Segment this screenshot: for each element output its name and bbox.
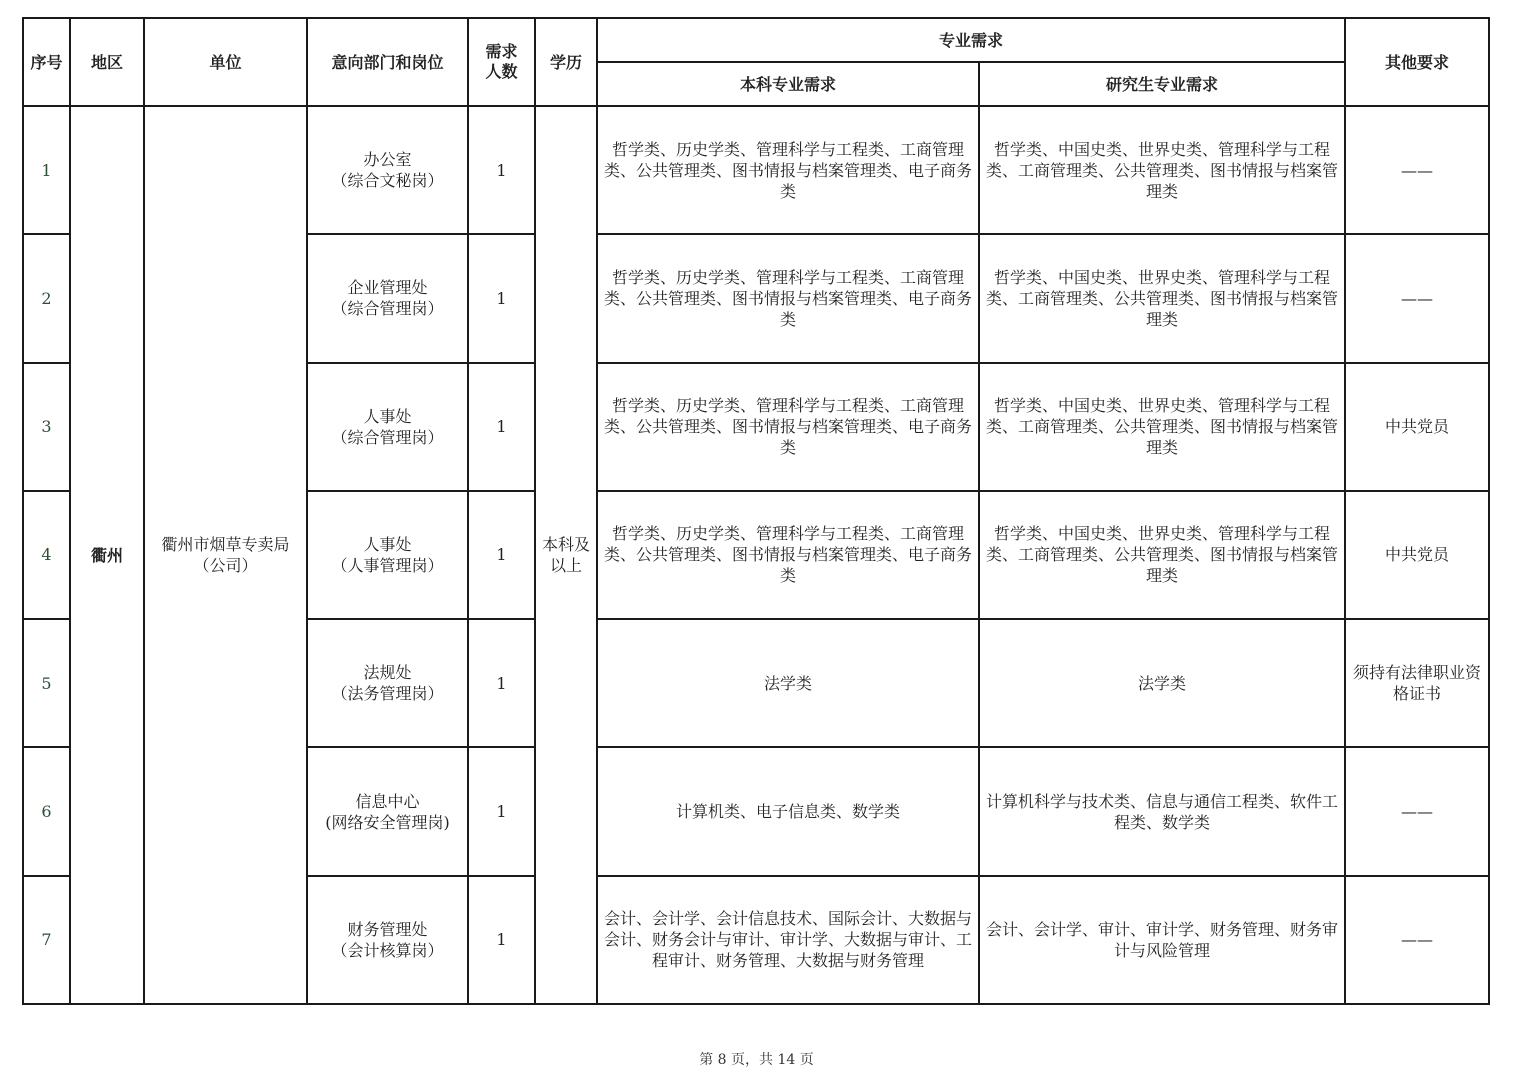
row-index: 7 <box>23 876 70 1004</box>
count-cell: 1 <box>468 363 535 491</box>
recruitment-table <box>22 17 1490 1005</box>
other-cell: —— <box>1345 747 1489 875</box>
row-index: 6 <box>23 747 70 875</box>
count-cell: 1 <box>468 234 535 362</box>
other-cell: —— <box>1345 876 1489 1004</box>
department-cell <box>307 106 468 234</box>
position-name: （综合文秘岗） <box>331 171 444 191</box>
header-undergrad-major: 本科专业需求 <box>597 62 979 106</box>
table-row <box>23 106 1489 234</box>
grad-major-cell: 哲学类、中国史类、世界史类、管理科学与工程类、工商管理类、公共管理类、图书情报与档案管理类 <box>979 363 1345 491</box>
other-cell: —— <box>1345 234 1489 362</box>
position-name: （综合管理岗） <box>331 299 444 319</box>
count-cell: 1 <box>468 747 535 875</box>
row-index: 3 <box>23 363 70 491</box>
grad-major-cell: 法学类 <box>979 619 1345 747</box>
unit-name: 衢州市烟草专卖局（公司） <box>161 535 290 575</box>
count-cell: 1 <box>468 106 535 234</box>
row-index: 4 <box>23 491 70 619</box>
department-name: 法规处 <box>363 663 412 683</box>
department-cell <box>307 876 468 1004</box>
undergrad-major-cell: 哲学类、历史学类、管理科学与工程类、工商管理类、公共管理类、图书情报与档案管理类、电子商务类 <box>597 363 979 491</box>
header-row-1 <box>23 18 1489 62</box>
count-cell: 1 <box>468 876 535 1004</box>
grad-major-cell: 哲学类、中国史类、世界史类、管理科学与工程类、工商管理类、公共管理类、图书情报与档案管理类 <box>979 491 1345 619</box>
department-cell <box>307 491 468 619</box>
undergrad-major-cell: 哲学类、历史学类、管理科学与工程类、工商管理类、公共管理类、图书情报与档案管理类、电子商务类 <box>597 491 979 619</box>
undergrad-major-cell: 哲学类、历史学类、管理科学与工程类、工商管理类、公共管理类、图书情报与档案管理类、电子商务类 <box>597 234 979 362</box>
department-cell <box>307 619 468 747</box>
header-unit: 单位 <box>144 18 307 106</box>
grad-major-cell: 哲学类、中国史类、世界史类、管理科学与工程类、工商管理类、公共管理类、图书情报与档案管理类 <box>979 234 1345 362</box>
department-name: 企业管理处 <box>347 278 428 298</box>
unit-cell <box>144 106 307 1004</box>
grad-major-cell: 哲学类、中国史类、世界史类、管理科学与工程类、工商管理类、公共管理类、图书情报与档案管理类 <box>979 106 1345 234</box>
position-name: （法务管理岗） <box>331 684 444 704</box>
count-cell: 1 <box>468 491 535 619</box>
other-cell: 中共党员 <box>1345 491 1489 619</box>
department-cell <box>307 747 468 875</box>
position-name: （综合管理岗） <box>331 427 444 447</box>
department-name: 财务管理处 <box>347 919 428 939</box>
region-cell: 衢州 <box>70 106 144 1004</box>
count-cell: 1 <box>468 619 535 747</box>
department-name: 办公室 <box>363 150 412 170</box>
row-index: 5 <box>23 619 70 747</box>
undergrad-major-cell: 计算机类、电子信息类、数学类 <box>597 747 979 875</box>
department-cell <box>307 363 468 491</box>
other-cell: 须持有法律职业资格证书 <box>1345 619 1489 747</box>
department-name: 信息中心 <box>355 791 420 811</box>
department-name: 人事处 <box>363 406 412 426</box>
row-index: 2 <box>23 234 70 362</box>
position-name: (网络安全管理岗) <box>325 812 450 832</box>
row-index: 1 <box>23 106 70 234</box>
undergrad-major-cell: 会计、会计学、会计信息技术、国际会计、大数据与会计、财务会计与审计、审计学、大数据与审计、工程审计、财务管理、大数据与财务管理 <box>597 876 979 1004</box>
header-major-group: 专业需求 <box>597 18 1345 62</box>
education-cell <box>535 106 597 1004</box>
other-cell: —— <box>1345 106 1489 234</box>
position-name: （人事管理岗） <box>331 555 444 575</box>
header-other: 其他要求 <box>1345 18 1489 106</box>
header-count <box>468 18 535 106</box>
other-cell: 中共党员 <box>1345 363 1489 491</box>
education-value: 本科及以上 <box>541 535 590 575</box>
grad-major-cell: 计算机科学与技术类、信息与通信工程类、软件工程类、数学类 <box>979 747 1345 875</box>
header-index: 序号 <box>23 18 70 106</box>
header-region: 地区 <box>70 18 144 106</box>
department-name: 人事处 <box>363 534 412 554</box>
header-department: 意向部门和岗位 <box>307 18 468 106</box>
page-footer: 第 8 页，共 14 页 <box>699 1052 814 1068</box>
header-count-label: 需求人数 <box>485 42 518 81</box>
header-education: 学历 <box>535 18 597 106</box>
header-grad-major: 研究生专业需求 <box>979 62 1345 106</box>
department-cell <box>307 234 468 362</box>
grad-major-cell: 会计、会计学、审计、审计学、财务管理、财务审计与风险管理 <box>979 876 1345 1004</box>
undergrad-major-cell: 法学类 <box>597 619 979 747</box>
position-name: （会计核算岗） <box>331 940 444 960</box>
undergrad-major-cell: 哲学类、历史学类、管理科学与工程类、工商管理类、公共管理类、图书情报与档案管理类、电子商务类 <box>597 106 979 234</box>
